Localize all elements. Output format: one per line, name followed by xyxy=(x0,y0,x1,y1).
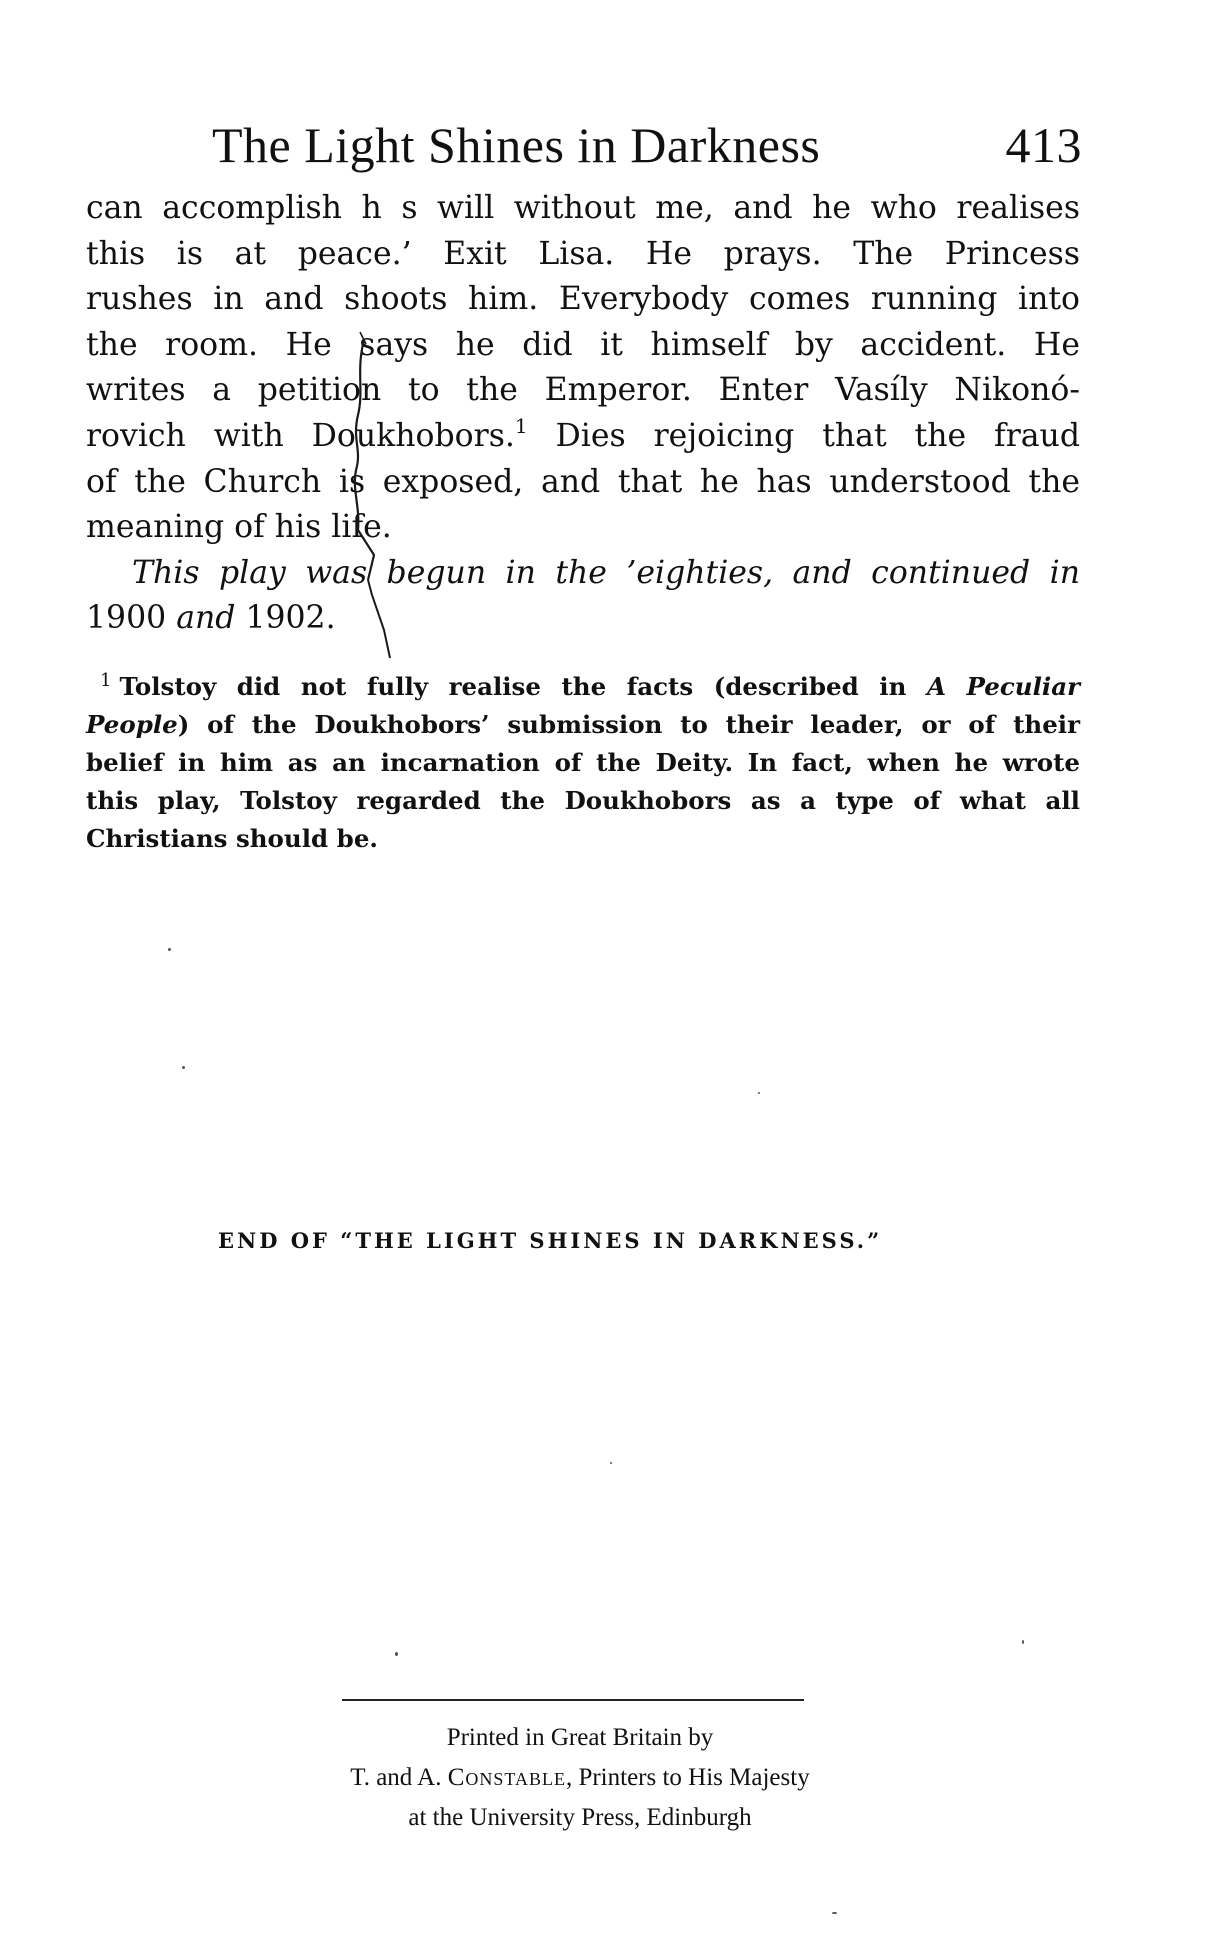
footnote-number: 1 xyxy=(100,670,112,691)
footnote-text: ) of the Doukhobors’ submission to their leader, or of their xyxy=(177,710,1080,739)
paper-speck xyxy=(182,1066,185,1069)
year: 1902. xyxy=(245,600,336,637)
footnote xyxy=(86,668,1080,858)
body-line-text: rovich with Doukhobors. xyxy=(86,417,515,454)
paper-speck xyxy=(610,1462,612,1464)
footnote-reference: 1 xyxy=(514,413,528,438)
footnote-line: belief in him as an incarnation of the Deity. In fact, when he wrote xyxy=(86,748,1080,777)
imprint-line: at the University Press, Edinburgh xyxy=(408,1804,752,1831)
footnote-line xyxy=(86,706,1080,744)
imprint-line: Printed in Great Britain by xyxy=(446,1724,714,1751)
printer-name: Constable xyxy=(447,1764,566,1791)
year: 1900 xyxy=(86,600,167,637)
imprint-line xyxy=(230,1758,930,1798)
body-line: of the Church is exposed, and that he has understood the xyxy=(86,463,1080,500)
paper-speck xyxy=(395,1652,398,1656)
body-line: meaning of his life. xyxy=(86,509,392,546)
footnote-text: Tolstoy did not fully realise the facts (described in xyxy=(119,672,927,701)
body-line: can accomplish h s will without me, and he who realises xyxy=(86,190,1080,226)
footnote-book-title: People xyxy=(86,710,178,739)
body-line: writes a petition to the Emperor. Enter Vasíly Nikonó- xyxy=(86,372,1080,409)
paper-speck xyxy=(758,1092,760,1094)
note-conjunction: and xyxy=(176,600,236,637)
imprint-text: , Printers to His Majesty xyxy=(565,1764,810,1791)
footnote-line: this play, Tolstoy regarded the Doukhobors as a type of what all xyxy=(86,786,1080,815)
paper-speck xyxy=(832,1912,837,1914)
footnote-line: Christians should be. xyxy=(86,824,378,853)
body-line: the room. He says he did it himself by accident. He xyxy=(86,326,1080,363)
running-head xyxy=(212,112,1082,178)
printer-imprint xyxy=(230,1718,930,1838)
running-title: The Light Shines in Darkness xyxy=(212,117,821,173)
paper-speck xyxy=(168,948,171,951)
composition-note-line xyxy=(86,596,1080,642)
body-line-text: Dies rejoicing that the fraud xyxy=(527,417,1081,454)
composition-note-line: This play was begun in the ’eighties, and continued in xyxy=(132,554,1080,591)
footnote-line xyxy=(86,668,1080,706)
body-paragraph xyxy=(86,186,1080,642)
page-number: 413 xyxy=(1005,117,1082,173)
horizontal-rule xyxy=(342,1699,804,1701)
body-line: rushes in and shoots him. Everybody comes running into xyxy=(86,281,1080,318)
paper-speck xyxy=(1022,1640,1024,1644)
end-of-play-note: END OF “THE LIGHT SHINES IN DARKNESS.” xyxy=(218,1228,883,1253)
body-line xyxy=(86,414,1080,460)
footnote-book-title: A Peculiar xyxy=(926,672,1080,701)
imprint-text: T. and A. xyxy=(350,1764,448,1791)
body-line: this is at peace.’ Exit Lisa. He prays. The Princess xyxy=(86,235,1080,272)
